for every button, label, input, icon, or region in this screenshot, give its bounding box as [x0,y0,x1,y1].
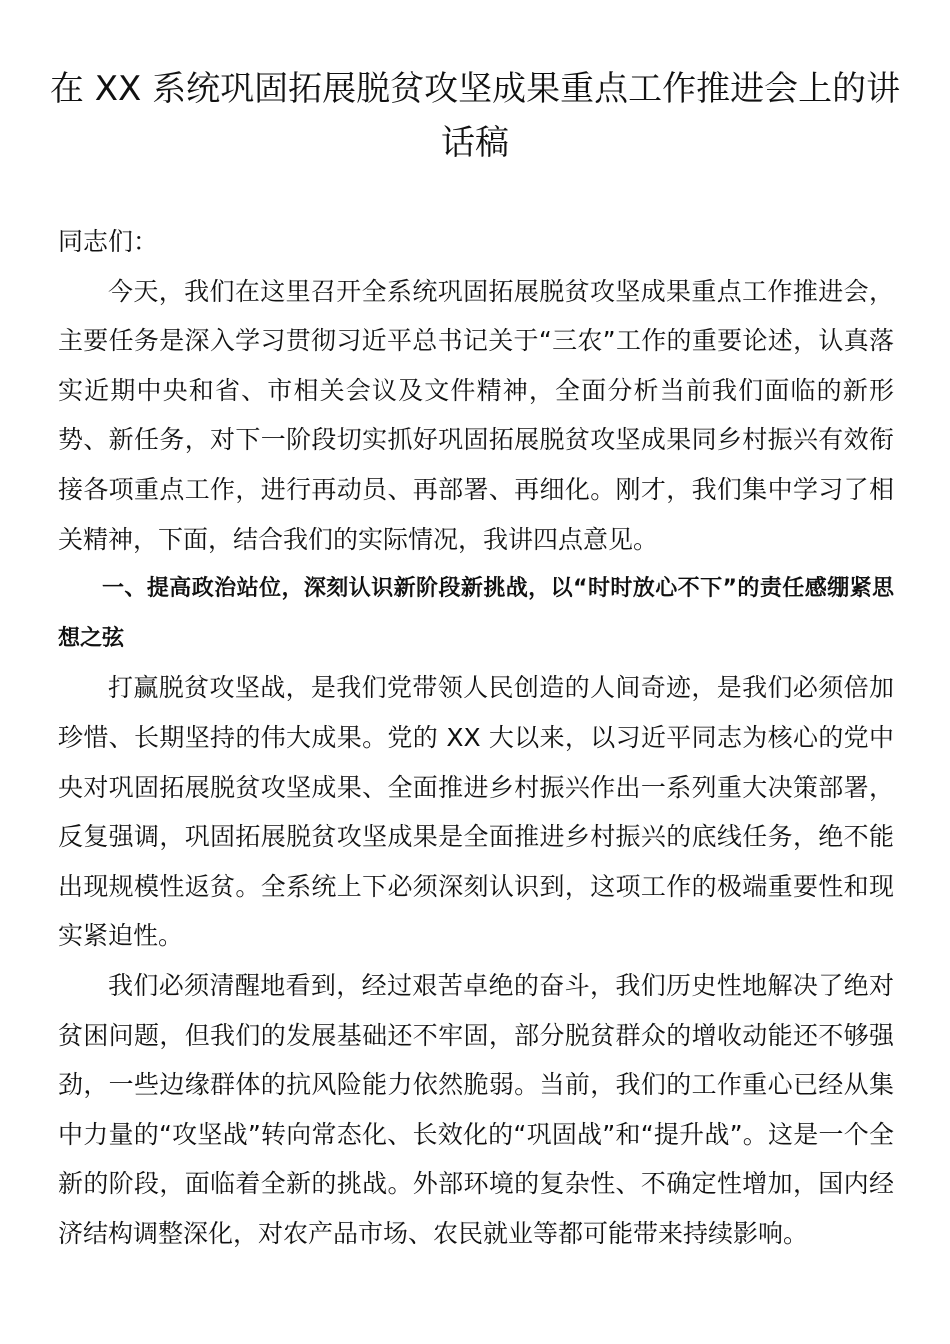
document-body [58,217,894,1258]
body-paragraph: 今天，我们在这里召开全系统巩固拓展脱贫攻坚成果重点工作推进会，主要任务是深入学习贯彻习近平总书记关于“三农”工作的重要论述，认真落实近期中央和省、市相关会议及文件精神，全面分析当前我们面临的新形势、新任务，对下一阶段切实抓好巩固拓展脱贫攻坚成果同乡村振兴有效衔接各项重点工作，进行再动员、再部署、再细化。刚才，我们集中学习了相关精神，下面，结合我们的实际情况，我讲四点意见。 [58,276,894,554]
body-paragraph: 我们必须清醒地看到，经过艰苦卓绝的奋斗，我们历史性地解决了绝对贫困问题，但我们的发展基础还不牢固，部分脱贫群众的增收动能还不够强劲，一些边缘群体的抗风险能力依然脆弱。当前，我们的工作重心已经从集中力量的“攻坚战”转向常态化、长效化的“巩固战”和“提升战”。这是一个全新的阶段，面临着全新的挑战。外部环境的复杂性、不确定性增加，国内经济结构调整深化，对农产品市场、农民就业等都可能带来持续影响。 [58,970,894,1248]
salutation: 同志们： [58,227,159,256]
body-paragraph: 打赢脱贫攻坚战，是我们党带领人民创造的人间奇迹，是我们必须倍加珍惜、长期坚持的伟大成果。党的 XX 大以来，以习近平同志为核心的党中央对巩固拓展脱贫攻坚成果、全面推进乡村振兴作出一系列重大决策部署，反复强调，巩固拓展脱贫攻坚成果是全面推进乡村振兴的底线任务，绝不能出现规模性返贫。全系统上下必须深刻认识到，这项工作的极端重要性和现实紧迫性。 [58,673,894,951]
section-heading: 一、提高政治站位，深刻认识新阶段新挑战，以“时时放心不下”的责任感绷紧思想之弦 [58,576,894,651]
document-title: 在 XX 系统巩固拓展脱贫攻坚成果重点工作推进会上的讲话稿 [49,69,901,163]
